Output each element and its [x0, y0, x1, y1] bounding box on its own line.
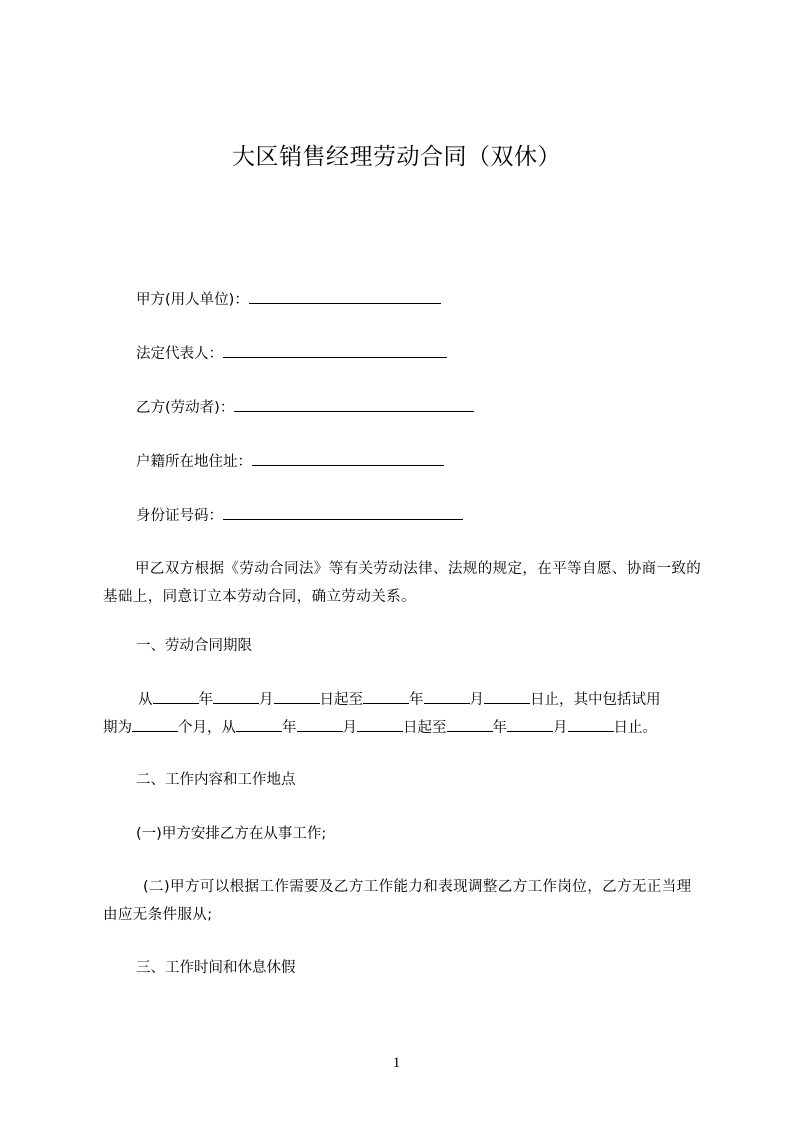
section2-item2: (二)甲方可以根据工作需要及乙方工作能力和表现调整乙方工作岗位，乙方无正当理由应无条件服从;	[103, 879, 692, 923]
term-row-2	[103, 717, 657, 739]
legal-rep-line	[136, 343, 447, 365]
term-text: 日起至	[403, 720, 447, 736]
term-text: 月	[469, 692, 484, 708]
legal-rep-blank	[223, 343, 447, 358]
term-text: 日起至	[319, 692, 363, 708]
party-a-label: 甲方(用人单位)：	[136, 292, 249, 308]
term-text: 从	[138, 692, 153, 708]
term-blank	[484, 689, 530, 704]
term-blank	[507, 717, 553, 732]
term-row-1	[138, 689, 661, 711]
household-address-label: 户籍所在地住址：	[136, 454, 252, 470]
term-blank	[213, 689, 259, 704]
term-text: 个月，从	[178, 720, 236, 736]
legal-rep-label: 法定代表人：	[136, 346, 223, 362]
term-blank	[132, 717, 178, 732]
term-text: 日止，其中包括试用	[530, 692, 661, 708]
section2-heading: 二、工作内容和工作地点	[136, 772, 296, 788]
term-blank	[297, 717, 343, 732]
term-text: 年	[282, 720, 297, 736]
term-blank	[236, 717, 282, 732]
term-blank	[357, 717, 403, 732]
term-text: 年	[198, 692, 213, 708]
id-number-line	[136, 505, 463, 527]
term-blank	[447, 717, 493, 732]
term-blank	[424, 689, 470, 704]
party-b-label: 乙方(劳动者)：	[136, 400, 235, 416]
party-a-line	[136, 289, 441, 311]
id-number-blank	[223, 505, 463, 520]
term-blank	[274, 689, 320, 704]
party-a-blank	[249, 289, 441, 304]
term-blank	[363, 689, 409, 704]
intro-paragraph: 甲乙双方根据《劳动合同法》等有关劳动法律、法规的规定，在平等自愿、协商一致的基础上，同意订立本劳动合同，确立劳动关系。	[103, 561, 702, 605]
term-text: 年	[409, 692, 424, 708]
party-b-blank	[234, 397, 474, 412]
page-number: 1	[392, 1055, 401, 1071]
section2-item1: (一)甲方安排乙方在从事工作;	[136, 826, 327, 842]
party-b-line	[136, 397, 474, 419]
term-text: 月	[553, 720, 568, 736]
term-text: 日止。	[613, 720, 657, 736]
term-text: 月	[342, 720, 357, 736]
household-address-line	[136, 451, 444, 473]
id-number-label: 身份证号码：	[136, 508, 223, 524]
page-title: 大区销售经理劳动合同（双休）	[232, 144, 561, 170]
term-text: 年	[492, 720, 507, 736]
term-text: 月	[259, 692, 274, 708]
section1-heading: 一、劳动合同期限	[136, 638, 252, 654]
household-address-blank	[252, 451, 444, 466]
term-blank	[153, 689, 199, 704]
section3-heading: 三、工作时间和休息休假	[136, 960, 296, 976]
term-blank	[568, 717, 614, 732]
term-text: 期为	[103, 720, 132, 736]
